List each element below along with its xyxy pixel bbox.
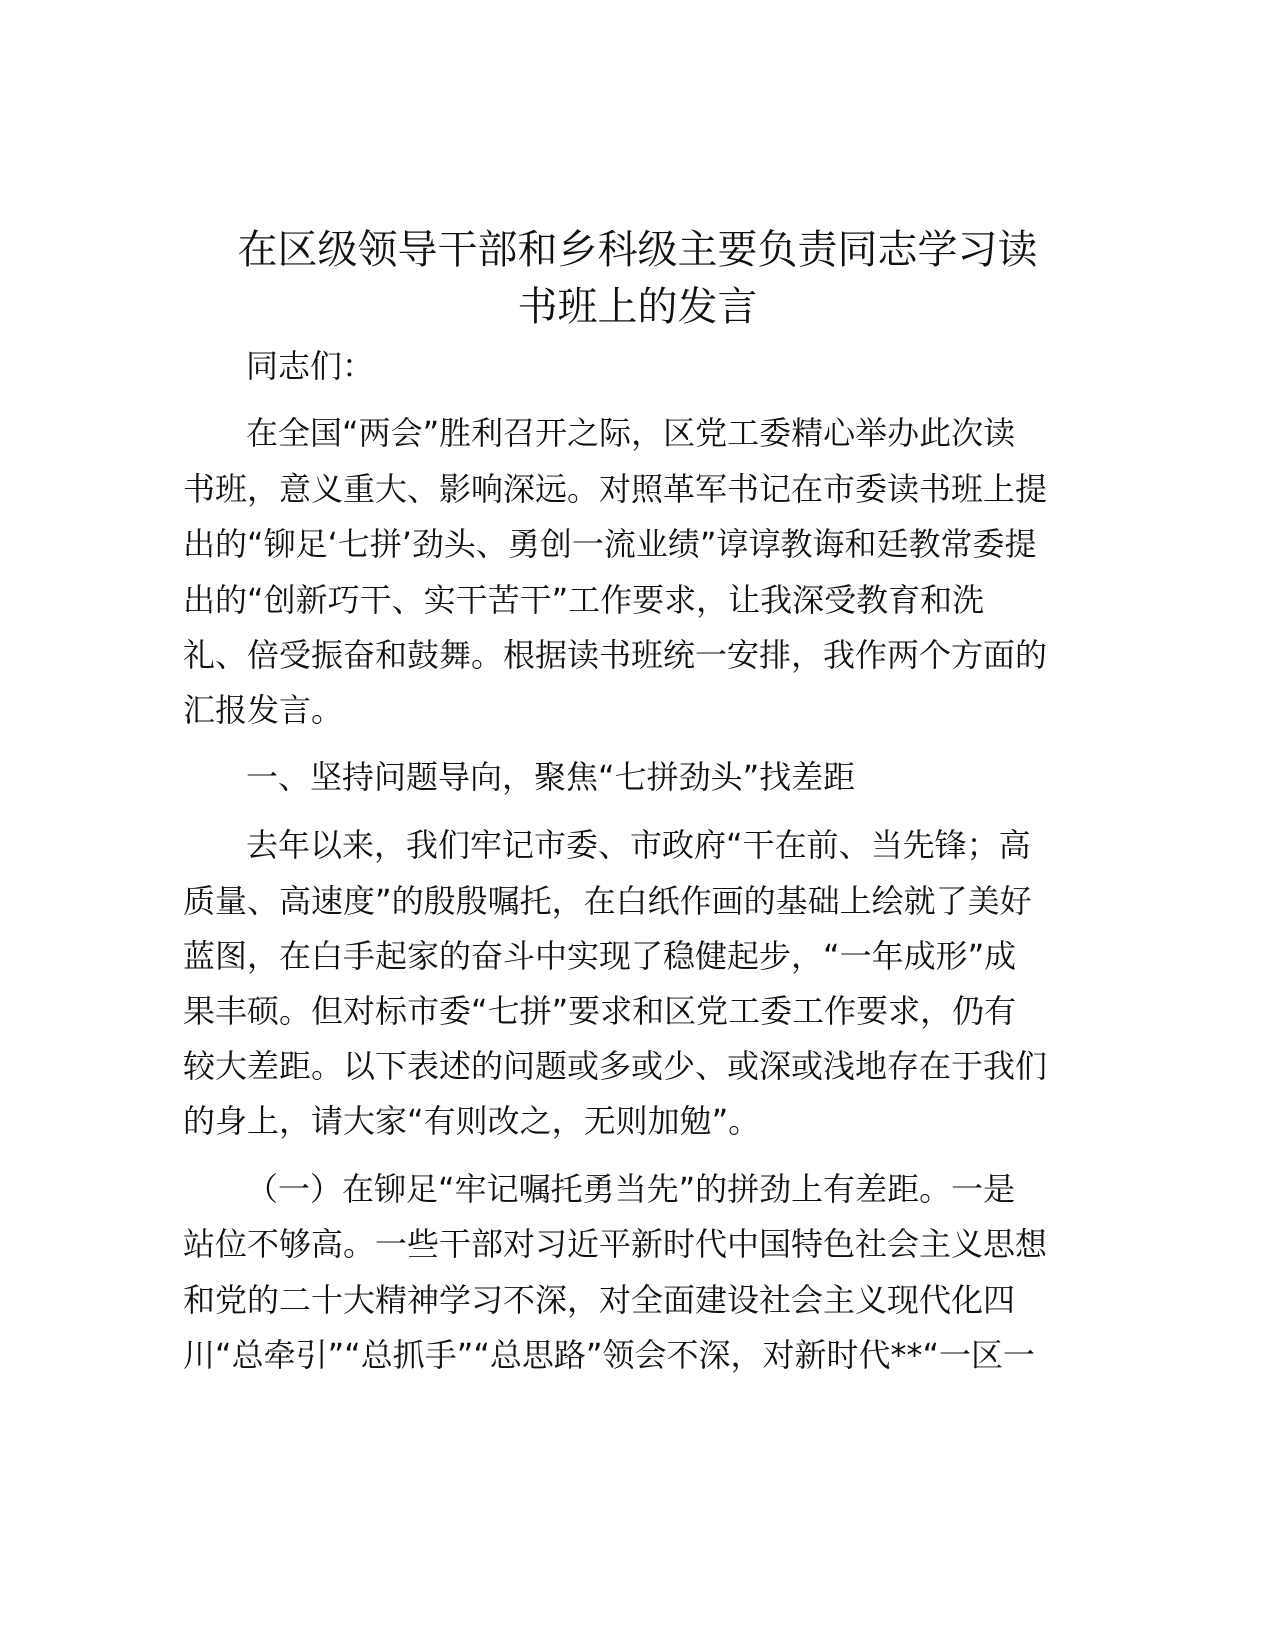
paragraph-line: （一）在铆足“牢记嘱托勇当先”的拼劲上有差距。一是 xyxy=(246,1170,1016,1208)
paragraph-line: 川“总牵引”“总抓手”“总思路”领会不深，对新时代**“一区一 xyxy=(183,1336,1036,1374)
paragraph-line: 汇报发言。 xyxy=(183,691,344,729)
paragraph-line: 站位不够高。一些干部对习近平新时代中国特色社会主义思想 xyxy=(183,1225,1048,1263)
paragraph-line: 书班，意义重大、影响深远。对照革军书记在市委读书班上提 xyxy=(183,470,1048,508)
paragraph-line: 的身上，请大家“有则改之，无则加勉”。 xyxy=(183,1102,761,1140)
paragraph-line: 出的“铆足‘七拼’劲头、勇创一流业绩”谆谆教诲和廷教常委提 xyxy=(183,525,1037,563)
paragraph-line: 质量、高速度”的殷殷嘱托，在白纸作画的基础上绘就了美好 xyxy=(183,882,1032,920)
paragraph-line: 果丰硕。但对标市委“七拼”要求和区党工委工作要求，仍有 xyxy=(183,992,1017,1030)
paragraph-line: 出的“创新巧干、实干苦干”工作要求，让我深受教育和洗 xyxy=(183,581,985,619)
paragraph-line: 一、坚持问题导向，聚焦“七拼劲头”找差距 xyxy=(246,758,856,796)
paragraph-line: 礼、倍受振奋和鼓舞。根据读书班统一安排，我作两个方面的 xyxy=(183,636,1048,674)
paragraph-line: 和党的二十大精神学习不深，对全面建设社会主义现代化四 xyxy=(183,1281,1016,1319)
document-title-line-2: 书班上的发言 xyxy=(517,284,758,330)
paragraph-line: 蓝图，在白手起家的奋斗中实现了稳健起步，“一年成形”成 xyxy=(183,937,1017,975)
paragraph-line: 在全国“两会”胜利召开之际，区党工委精心举办此次读 xyxy=(246,414,1016,452)
paragraph-line: 较大差距。以下表述的问题或多或少、或深或浅地存在于我们 xyxy=(183,1047,1048,1085)
salutation: 同志们： xyxy=(246,347,375,385)
document-title-line-1: 在区级领导干部和乡科级主要负责同志学习读 xyxy=(237,227,1038,273)
paragraph-line: 去年以来，我们牢记市委、市政府“干在前、当先锋；高 xyxy=(246,826,1031,864)
